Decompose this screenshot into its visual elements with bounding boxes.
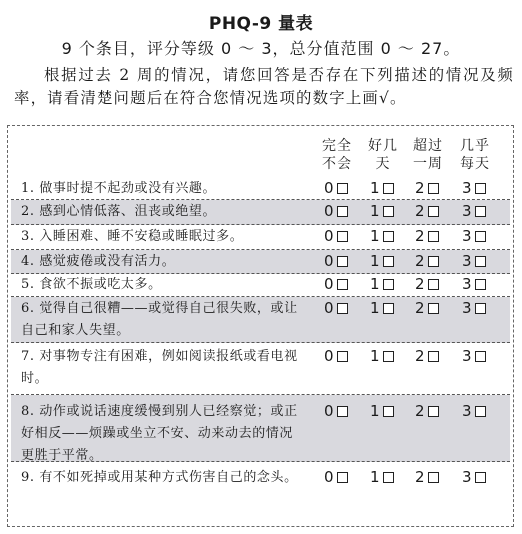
checkbox-square[interactable] [337,351,348,362]
score-number: 3 [462,468,472,486]
column-header-line2: 不会 [322,156,352,172]
score-number: 0 [324,468,334,486]
answer-option-3[interactable] [462,252,486,270]
answer-option-3[interactable] [462,402,486,420]
table-row [11,297,510,343]
checkbox-square[interactable] [475,183,486,194]
score-number: 0 [324,179,334,197]
checkbox-square[interactable] [475,472,486,483]
checkbox-square[interactable] [475,406,486,417]
table-row [11,395,510,462]
question-text: 2. 感到心情低落、沮丧或绝望。 [21,204,217,219]
checkbox-square[interactable] [428,279,439,290]
answer-option-0[interactable] [324,402,348,420]
score-number: 1 [370,468,380,486]
score-number: 1 [370,252,380,270]
answer-option-1[interactable] [370,275,394,293]
answer-option-1[interactable] [370,252,394,270]
column-header-line2: 一周 [413,156,443,172]
answer-option-0[interactable] [324,468,348,486]
score-number: 2 [415,179,425,197]
answer-option-1[interactable] [370,402,394,420]
checkbox-square[interactable] [428,256,439,267]
score-number: 0 [324,347,334,365]
answer-option-1[interactable] [370,202,394,220]
checkbox-square[interactable] [475,351,486,362]
table-row [11,225,510,250]
checkbox-square[interactable] [337,256,348,267]
answer-option-3[interactable] [462,347,486,365]
answer-option-3[interactable] [462,179,486,197]
checkbox-square[interactable] [428,351,439,362]
score-number: 2 [415,227,425,245]
checkbox-square[interactable] [475,279,486,290]
answer-option-2[interactable] [415,275,439,293]
score-number: 0 [324,202,334,220]
checkbox-square[interactable] [383,206,394,217]
question-text: 8. 动作或说话速度缓慢到别人已经察觉；或正好相反——烦躁或坐立不安、动来动去的情况更胜于平常。 [21,404,298,463]
checkbox-square[interactable] [383,279,394,290]
score-number: 2 [415,299,425,317]
score-number: 1 [370,202,380,220]
question-text: 4. 感觉疲倦或没有活力。 [21,254,176,269]
question-text: 1. 做事时提不起劲或没有兴趣。 [21,181,217,196]
answer-option-0[interactable] [324,202,348,220]
column-header-2 [405,137,451,173]
score-number: 1 [370,275,380,293]
checkbox-square[interactable] [337,183,348,194]
score-number: 1 [370,227,380,245]
checkbox-square[interactable] [428,406,439,417]
score-number: 1 [370,299,380,317]
checkbox-square[interactable] [337,406,348,417]
table-row [11,343,510,395]
table-row [11,274,510,297]
answer-option-1[interactable] [370,179,394,197]
score-number: 3 [462,347,472,365]
answer-option-3[interactable] [462,275,486,293]
answer-option-1[interactable] [370,347,394,365]
column-header-line1: 好几 [368,138,398,154]
checkbox-square[interactable] [337,472,348,483]
answer-option-2[interactable] [415,252,439,270]
answer-option-2[interactable] [415,468,439,486]
question-text: 3. 入睡困难、睡不安稳或睡眠过多。 [21,229,244,244]
page-title: PHQ-9 量表 [208,14,314,34]
column-header-line2: 每天 [460,156,490,172]
checkbox-square[interactable] [383,303,394,314]
answer-option-0[interactable] [324,227,348,245]
question-text: 7. 对事物专注有困难，例如阅读报纸或看电视时。 [21,349,298,386]
answer-option-3[interactable] [462,202,486,220]
score-number: 1 [370,347,380,365]
checkbox-square[interactable] [428,472,439,483]
answer-option-2[interactable] [415,299,439,317]
answer-option-0[interactable] [324,179,348,197]
column-header-3 [452,137,498,173]
score-number: 0 [324,402,334,420]
score-number: 2 [415,202,425,220]
answer-option-1[interactable] [370,299,394,317]
checkbox-square[interactable] [475,206,486,217]
checkbox-square[interactable] [475,303,486,314]
score-number: 2 [415,347,425,365]
score-number: 3 [462,252,472,270]
column-header-line1: 超过 [413,138,443,154]
score-number: 3 [462,179,472,197]
answer-option-1[interactable] [370,468,394,486]
answer-option-0[interactable] [324,347,348,365]
answer-option-2[interactable] [415,179,439,197]
score-number: 2 [415,252,425,270]
answer-option-0[interactable] [324,275,348,293]
checkbox-square[interactable] [475,231,486,242]
checkbox-square[interactable] [337,206,348,217]
score-number: 2 [415,402,425,420]
column-header-1 [360,137,406,173]
score-number: 3 [462,402,472,420]
score-number: 3 [462,299,472,317]
checkbox-square[interactable] [428,303,439,314]
score-number: 2 [415,468,425,486]
checkbox-square[interactable] [428,231,439,242]
column-header-0 [314,137,360,173]
table-row [11,250,510,274]
score-number: 3 [462,227,472,245]
answer-option-3[interactable] [462,299,486,317]
score-number: 1 [370,179,380,197]
checkbox-square[interactable] [428,183,439,194]
answer-option-1[interactable] [370,227,394,245]
question-text: 5. 食欲不振或吃太多。 [21,277,162,292]
score-number: 3 [462,275,472,293]
question-text: 9. 有不如死掉或用某种方式伤害自己的念头。 [21,470,298,485]
table-row [11,200,510,225]
answer-option-0[interactable] [324,299,348,317]
score-number: 0 [324,227,334,245]
checkbox-square[interactable] [337,231,348,242]
column-header-line2: 天 [375,156,391,172]
answer-option-2[interactable] [415,347,439,365]
checkbox-square[interactable] [337,303,348,314]
column-header-line1: 完全 [322,138,352,154]
question-text: 6. 觉得自己很糟——或觉得自己很失败，或让自己和家人失望。 [21,301,298,338]
table-row [11,462,510,520]
score-number: 1 [370,402,380,420]
answer-option-2[interactable] [415,202,439,220]
score-number: 0 [324,299,334,317]
checkbox-square[interactable] [383,406,394,417]
checkbox-square[interactable] [383,231,394,242]
checkbox-square[interactable] [383,183,394,194]
column-header-line1: 几乎 [460,138,490,154]
table-row [11,178,510,200]
checkbox-square[interactable] [383,256,394,267]
answer-option-0[interactable] [324,252,348,270]
checkbox-square[interactable] [475,256,486,267]
score-number: 0 [324,275,334,293]
checkbox-square[interactable] [383,472,394,483]
checkbox-square[interactable] [337,279,348,290]
answer-option-2[interactable] [415,402,439,420]
answer-option-2[interactable] [415,227,439,245]
score-number: 0 [324,252,334,270]
score-number: 2 [415,275,425,293]
page-subtitle: 9 个条目，评分等级 0 ～ 3，总分值范围 0 ～ 27。 [61,39,461,58]
instruction-text: 根据过去 2 周的情况，请您回答是否存在下列描述的情况及频率，请看清楚问题后在符合您情况选项的数字上画√。 [14,66,514,107]
answer-option-3[interactable] [462,468,486,486]
score-number: 3 [462,202,472,220]
checkbox-square[interactable] [428,206,439,217]
checkbox-square[interactable] [383,351,394,362]
answer-option-3[interactable] [462,227,486,245]
